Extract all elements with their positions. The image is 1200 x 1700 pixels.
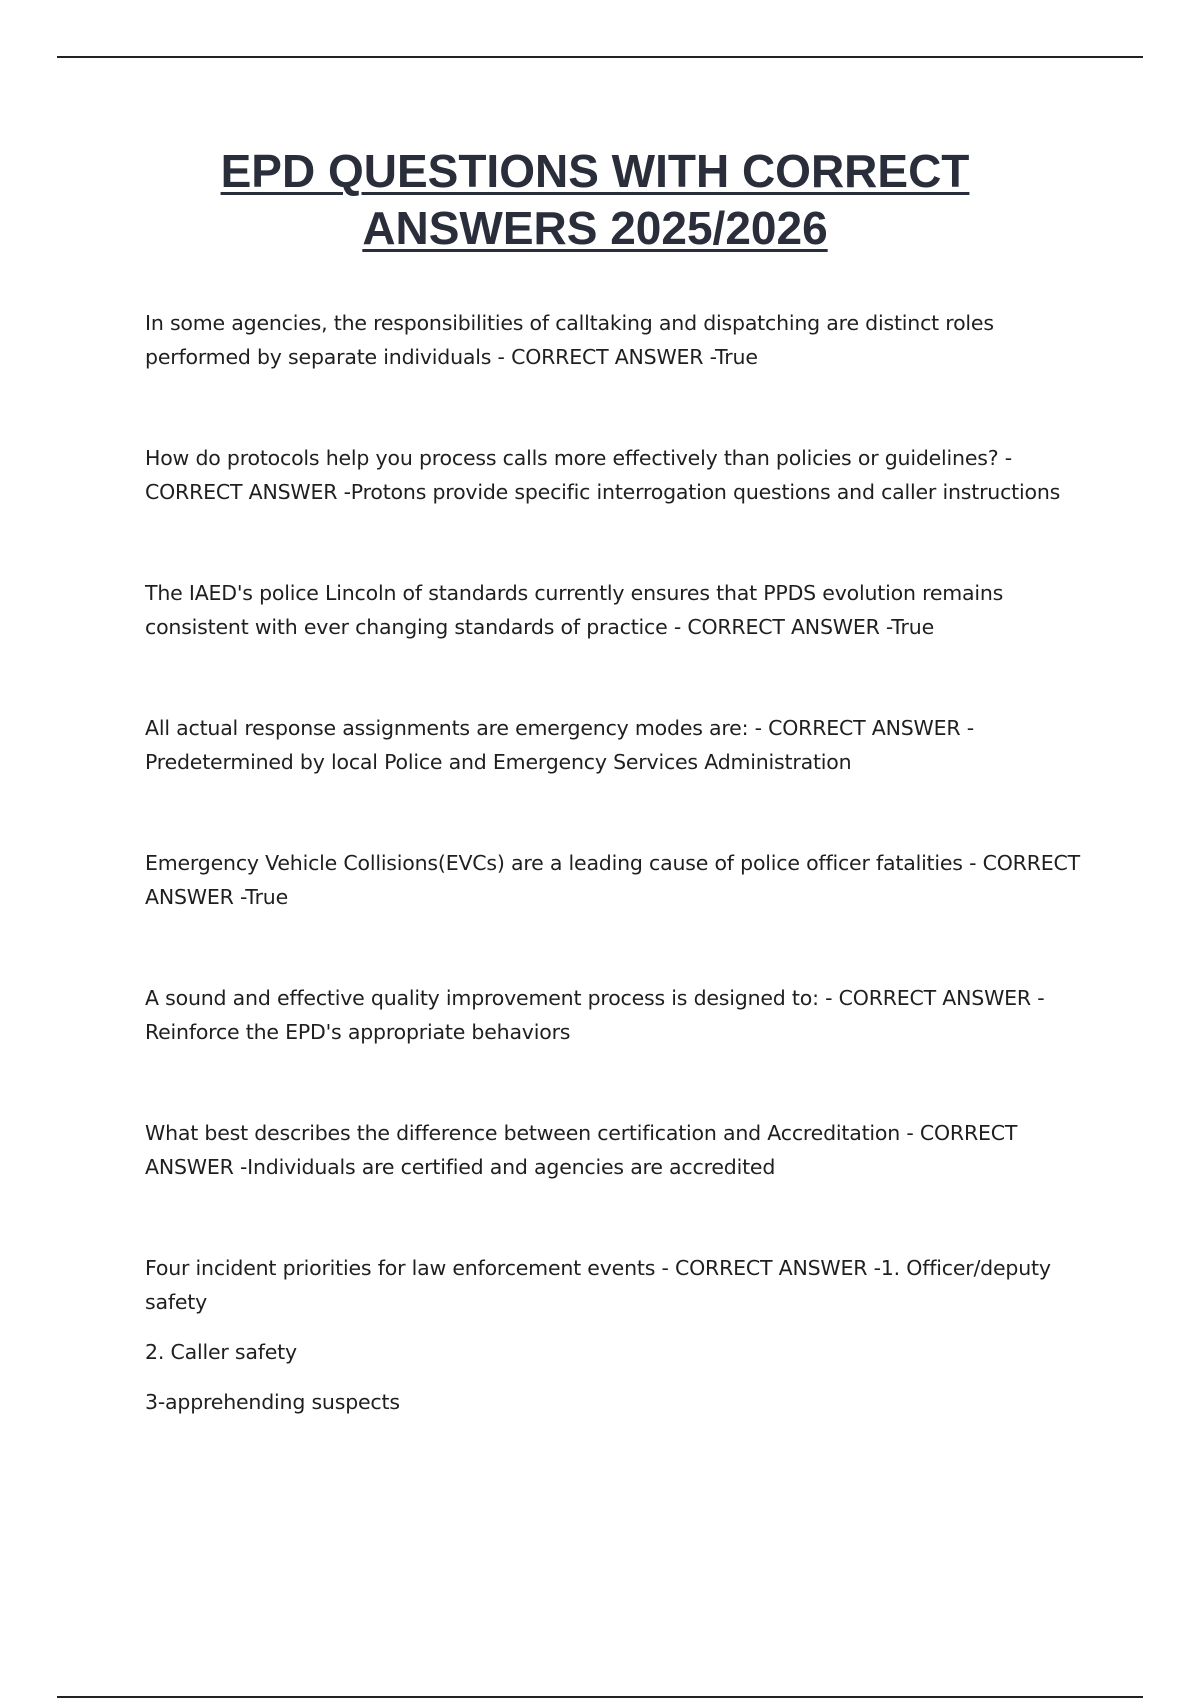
qa-text: All actual response assignments are emergency modes are: - CORRECT ANSWER -Predetermined by local Police and Emergency Services Administration	[145, 716, 974, 774]
qa-text: The IAED's police Lincoln of standards currently ensures that PPDS evolution remains consistent with ever changing standards of practice - CORRECT ANSWER -True	[145, 581, 1004, 639]
qa-text: In some agencies, the responsibilities of calltaking and dispatching are distinct roles performed by separate individuals - CORRECT ANSWER -True	[145, 311, 994, 369]
document-title	[100, 143, 1090, 257]
qa-item-8	[145, 1251, 1095, 1419]
qa-item-7	[145, 1116, 1095, 1184]
qa-text: How do protocols help you process calls more effectively than policies or guidelines? - CORRECT ANSWER -Protons provide specific interrogation questions and caller instructions	[145, 446, 1061, 504]
qa-list	[145, 306, 1095, 1486]
title-line-2: ANSWERS 2025/2026	[362, 202, 828, 254]
qa-text: Four incident priorities for law enforcement events - CORRECT ANSWER -1. Officer/deputy safety	[145, 1256, 1051, 1314]
bottom-rule	[57, 1696, 1143, 1698]
top-rule	[57, 56, 1143, 58]
qa-extra-line-2: 3-apprehending suspects	[145, 1390, 400, 1414]
qa-text: Emergency Vehicle Collisions(EVCs) are a leading cause of police officer fatalities - CORRECT ANSWER -True	[145, 851, 1080, 909]
qa-text: What best describes the difference between certification and Accreditation - CORRECT ANSWER -Individuals are certified and agencies are accredited	[145, 1121, 1018, 1179]
qa-extra-line-1: 2. Caller safety	[145, 1340, 297, 1364]
qa-item-4	[145, 711, 1095, 779]
title-line-1: EPD QUESTIONS WITH CORRECT	[220, 145, 970, 197]
qa-item-3	[145, 576, 1095, 644]
qa-item-6	[145, 981, 1095, 1049]
qa-item-1	[145, 306, 1095, 374]
qa-item-5	[145, 846, 1095, 914]
qa-item-2	[145, 441, 1095, 509]
qa-text: A sound and effective quality improvement process is designed to: - CORRECT ANSWER - Reinforce the EPD's appropriate behaviors	[145, 986, 1045, 1044]
